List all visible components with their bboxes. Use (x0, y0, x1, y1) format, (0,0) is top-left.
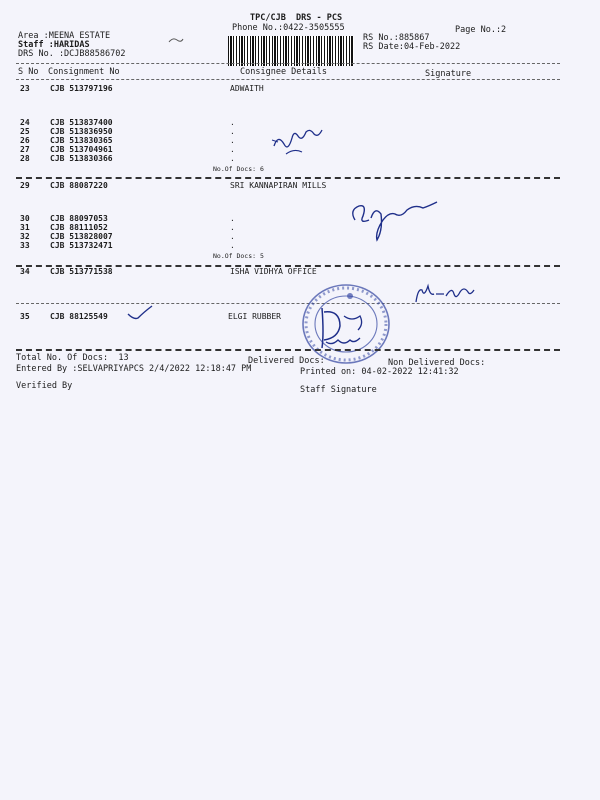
row-sno: 23 (20, 84, 30, 93)
drs-number: DRS No. :DCJB88586702 (18, 49, 126, 59)
row-sno: 32 (20, 232, 30, 241)
non-delivered-docs: Non Delivered Docs: (388, 358, 486, 368)
dot-markers: . . . . (230, 214, 235, 250)
docs-count: No.Of Docs: 6 (213, 165, 264, 173)
row-consignment: CJB 513732471 (50, 241, 113, 250)
signature-icon (410, 280, 476, 308)
header-divider-bottom (16, 79, 560, 80)
row-consignee: ISHA VIDHYA OFFICE (230, 267, 317, 276)
docs-count: No.Of Docs: 5 (213, 252, 264, 260)
row-consignee: ADWAITH (230, 84, 264, 93)
row-consignee: ELGI RUBBER (228, 312, 281, 321)
row-consignment: CJB 513830366 (50, 154, 113, 163)
company-stamp-icon (300, 282, 392, 366)
staff-signature: Staff Signature (300, 385, 377, 395)
row-sno: 35 (20, 312, 30, 321)
page-number: Page No.:2 (455, 25, 507, 35)
pen-mark-icon (168, 36, 184, 46)
row-consignment: CJB 513771538 (50, 267, 113, 276)
signature-icon (345, 196, 445, 246)
tick-mark-icon (126, 304, 154, 322)
rs-date: RS Date:04-Feb-2022 (363, 42, 461, 52)
row-sno: 34 (20, 267, 30, 276)
row-sno: 31 (20, 223, 30, 232)
total-docs: Total No. Of Docs: 13 (16, 353, 129, 363)
col-signature: Signature (425, 69, 472, 79)
area-label: Area :MEENA ESTATE (18, 31, 111, 41)
row-consignment: CJB 88125549 (50, 312, 108, 321)
row-consignment: CJB 513836950 (50, 127, 113, 136)
row-consignment: CJB 88111052 (50, 223, 108, 232)
dot-markers: . . . . . (230, 118, 235, 163)
verified-by: Verified By (16, 381, 73, 391)
col-consignment: Consignment No (48, 67, 120, 77)
row-sno: 28 (20, 154, 30, 163)
row-sno: 25 (20, 127, 30, 136)
staff-label: Staff :HARIDAS (18, 40, 90, 50)
footer-divider (16, 349, 560, 351)
row-consignment: CJB 513828007 (50, 232, 113, 241)
row-consignee: SRI KANNAPIRAN MILLS (230, 181, 327, 190)
phone-number: Phone No.:0422-3505555 (232, 23, 345, 33)
row-consignment: CJB 513830365 (50, 136, 113, 145)
row-consignment: CJB 513837400 (50, 118, 113, 127)
barcode-image (228, 36, 354, 66)
row-consignment: CJB 88087220 (50, 181, 108, 190)
row-consignment: CJB 88097053 (50, 214, 108, 223)
row-sno: 33 (20, 241, 30, 250)
document-title: TPC/CJB DRS - PCS (250, 13, 343, 23)
col-sno: S No (18, 67, 39, 77)
printed-on: Printed on: 04-02-2022 12:41:32 (300, 367, 459, 377)
group-divider (16, 177, 560, 179)
row-sno: 26 (20, 136, 30, 145)
signature-icon (268, 124, 326, 160)
rs-number: RS No.:885867 (363, 33, 430, 43)
delivered-docs: Delivered Docs: (248, 356, 325, 366)
row-consignment: CJB 513797196 (50, 84, 113, 93)
col-consignee: Consignee Details (240, 67, 327, 77)
row-consignment: CJB 513704961 (50, 145, 113, 154)
group-divider (16, 303, 560, 304)
row-sno: 30 (20, 214, 30, 223)
row-sno: 24 (20, 118, 30, 127)
row-sno: 29 (20, 181, 30, 190)
row-sno: 27 (20, 145, 30, 154)
entered-by: Entered By :SELVAPRIYAPCS 2/4/2022 12:18:47 PM (16, 364, 252, 374)
header-divider-top (16, 63, 560, 64)
